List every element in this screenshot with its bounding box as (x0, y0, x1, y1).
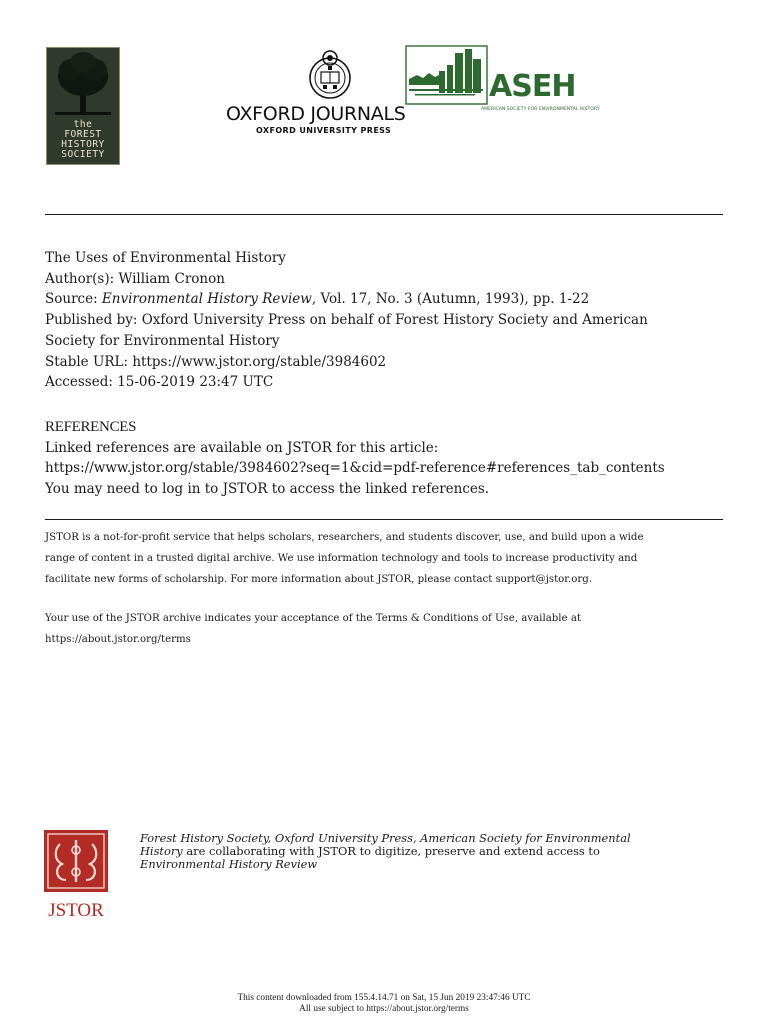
terms-link[interactable]: https://about.jstor.org/terms (45, 634, 191, 645)
fhs-word-society: SOCIETY (61, 149, 105, 160)
aseh-wordmark: ASEH (489, 69, 576, 104)
collab-partners: Forest History Society, Oxford University Press, American Society for Environmental (140, 831, 631, 845)
collab-journal: Environmental History Review (140, 857, 318, 871)
jstor-logo (44, 830, 108, 920)
tree-icon (47, 48, 119, 118)
references-login-note: You may need to log in to JSTOR to access the linked references. (45, 481, 490, 498)
source-journal: Environmental History Review (101, 291, 312, 308)
jstor-about-notice (45, 527, 735, 590)
fhs-word-history: HISTORY (61, 139, 105, 150)
jstor-terms-notice (45, 608, 735, 650)
aseh-subtitle: AMERICAN SOCIETY FOR ENVIRONMENTAL HISTORY (481, 107, 600, 112)
accessed-line (45, 372, 745, 393)
article-title: The Uses of Environmental History (45, 250, 286, 266)
stable-url-link[interactable]: https://www.jstor.org/stable/3984602 (132, 353, 387, 370)
stable-url-line (45, 352, 745, 373)
accessed-value: 15-06-2019 23:47 UTC (117, 374, 274, 391)
about-line-3: facilitate new forms of scholarship. For more information about JSTOR, please contact support@jstor.org. (45, 574, 593, 585)
fhs-word-the: the (73, 119, 93, 130)
published-line-1: Published by: Oxford University Press on behalf of Forest History Society and American (45, 312, 648, 329)
footer-download-info: This content downloaded from 155.4.14.71 on Sat, 15 Jun 2019 23:47:46 UTC (237, 993, 531, 1003)
references-intro: Linked references are available on JSTOR for this article: (45, 439, 439, 456)
authors-label: Author(s): (45, 270, 119, 287)
references-block (45, 417, 745, 500)
authors-value: William Cronon (118, 270, 225, 287)
oxford-seal-icon (307, 44, 353, 102)
collab-text: are collaborating with JSTOR to digitize, preserve and extend access to (182, 844, 600, 858)
authors-line (45, 269, 745, 290)
source-label: Source: (45, 291, 102, 308)
about-line-2: range of content in a trusted digital archive. We use information technology and tools to increase productivity and (45, 553, 638, 564)
footer-terms: All use subject to https://about.jstor.org/terms (299, 1004, 469, 1014)
fhs-logo-text (47, 120, 119, 160)
download-footer (0, 993, 768, 1015)
oxford-university-press-wordmark: OXFORD UNIVERSITY PRESS (256, 126, 392, 135)
accessed-label: Accessed: (45, 374, 118, 391)
source-details: , Vol. 17, No. 3 (Autumn, 1993), pp. 1-22 (311, 291, 590, 308)
forest-history-society-logo (46, 47, 120, 165)
collab-line-3 (140, 858, 730, 871)
references-link[interactable]: https://www.jstor.org/stable/3984602?seq=1&cid=pdf-reference#references_tab_contents (45, 460, 665, 477)
jstor-wordmark: JSTOR (48, 900, 104, 920)
stable-url-label: Stable URL: (45, 353, 133, 370)
oxford-journals-wordmark: OXFORD JOURNALS (226, 103, 406, 125)
published-line-2: Society for Environmental History (45, 332, 280, 349)
terms-line-1: Your use of the JSTOR archive indicates your acceptance of the Terms & Conditions of Use, available at (45, 613, 581, 624)
fhs-word-forest: FOREST (64, 129, 102, 140)
header-divider (45, 214, 723, 215)
citation-block (45, 248, 745, 393)
collab-partners-end: History (140, 844, 183, 858)
about-line-1: JSTOR is a not-for-profit service that helps scholars, researchers, and students discover, use, and build upon a wide (45, 532, 644, 543)
notice-divider (45, 519, 723, 520)
collaboration-statement (140, 832, 730, 871)
source-line (45, 289, 745, 310)
references-heading: REFERENCES (45, 419, 137, 435)
